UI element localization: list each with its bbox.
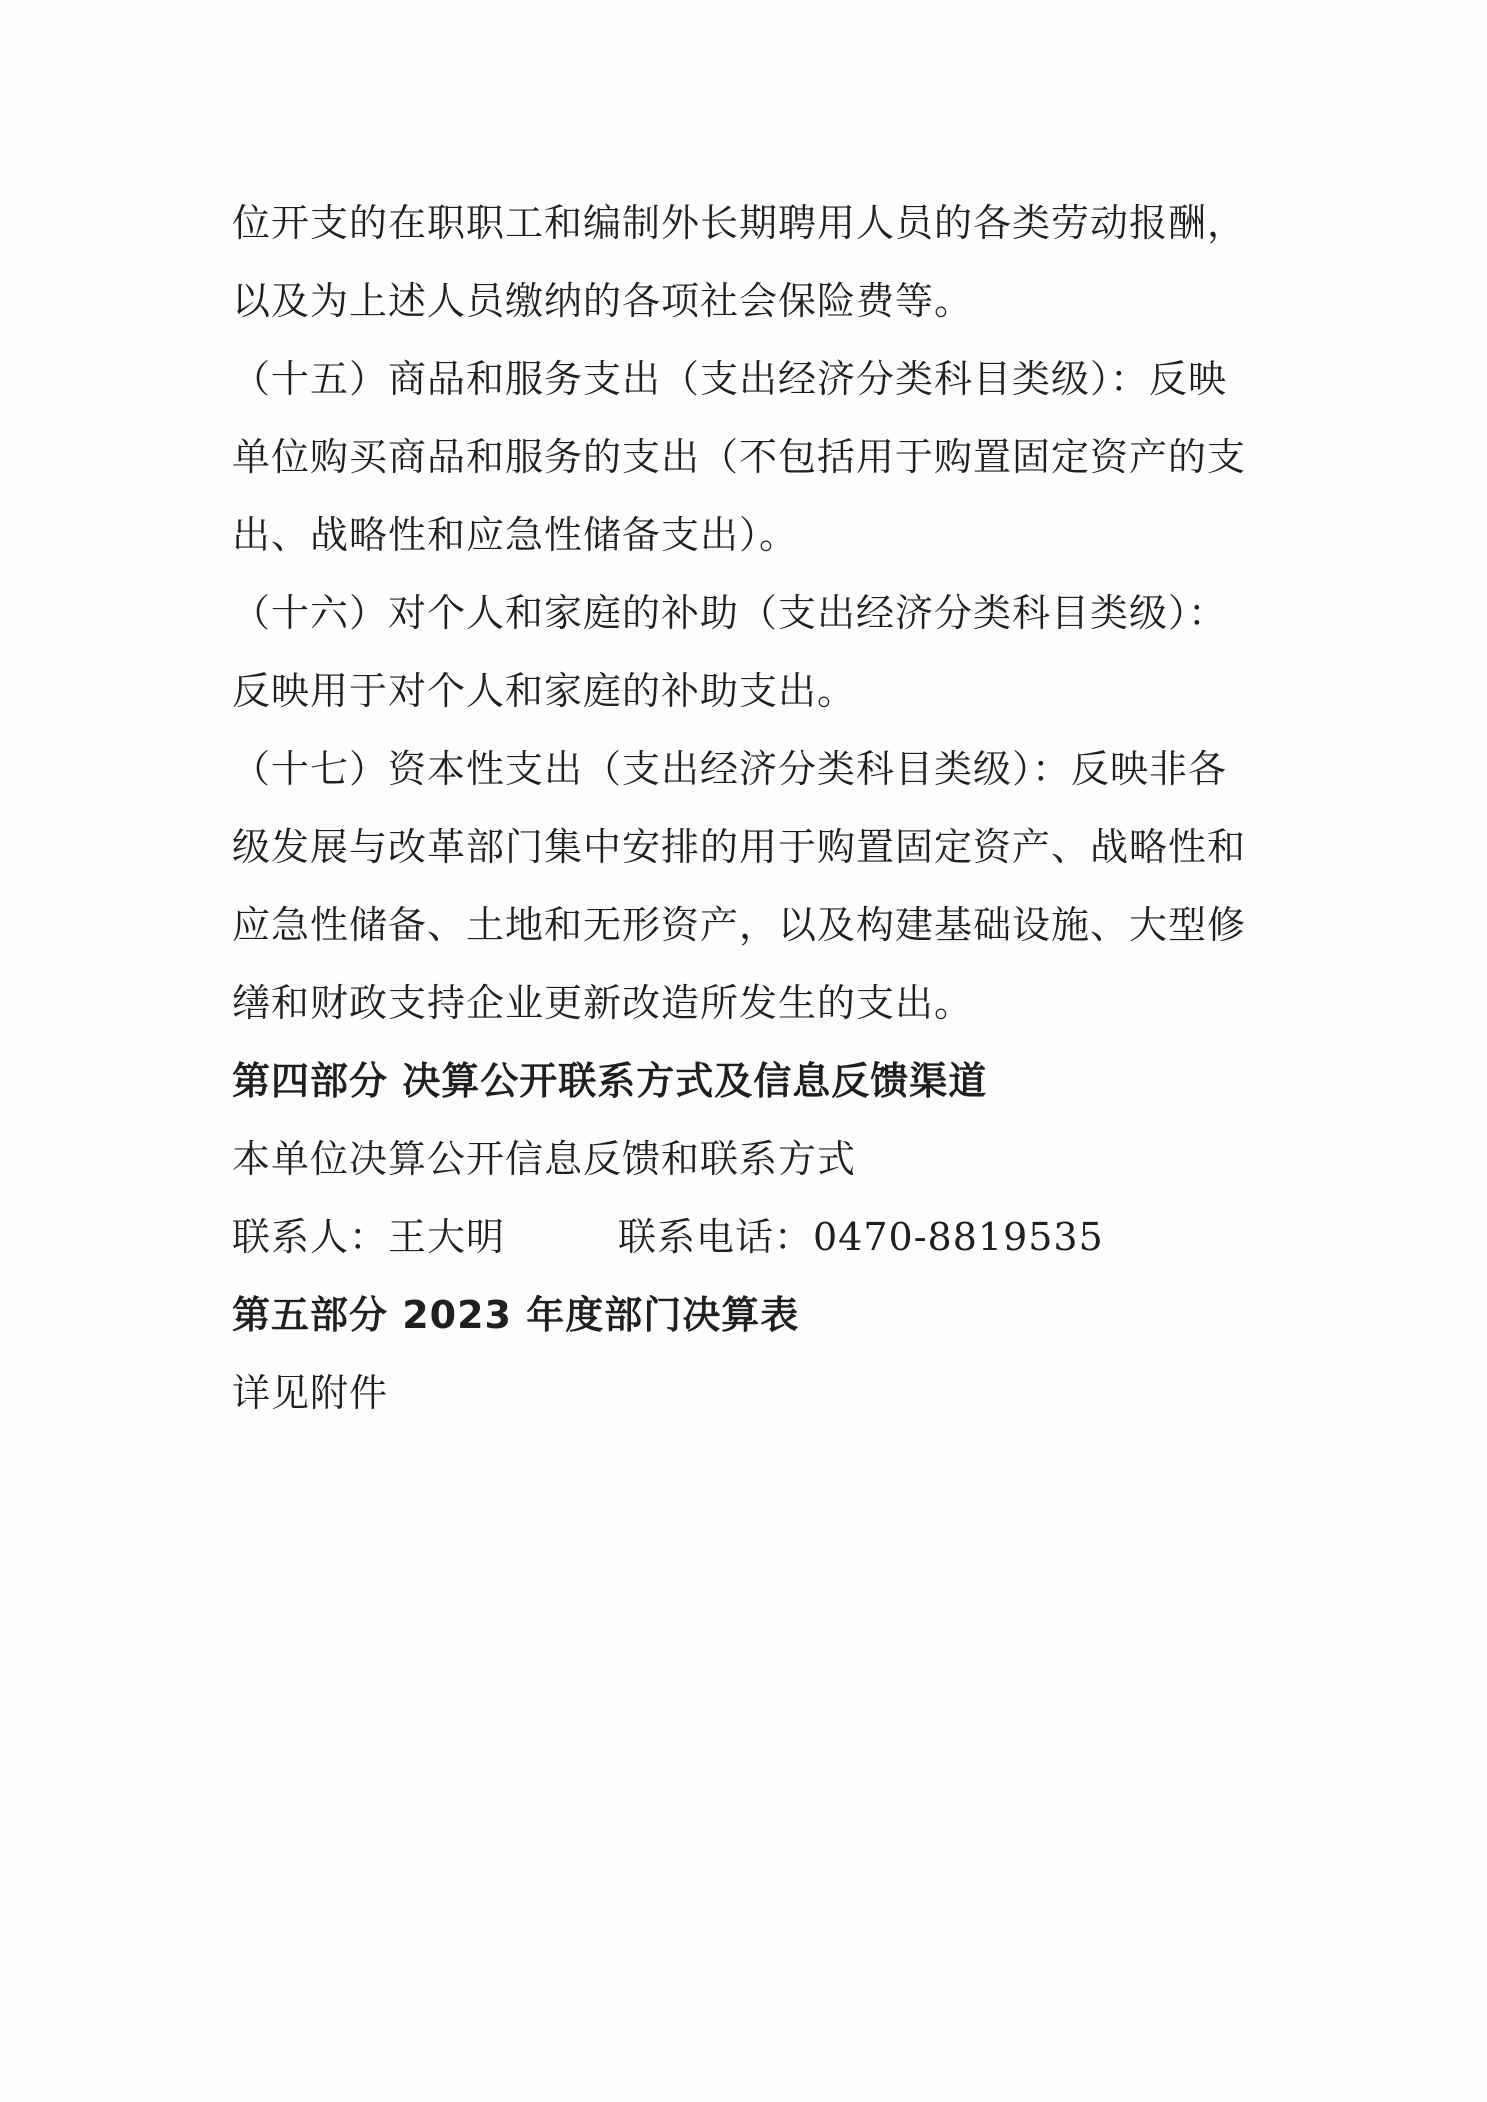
- item-17-line: 缮和财政支持企业更新改造所发生的支出。: [232, 981, 974, 1025]
- item-17-line: （十七）资本性支出（支出经济分类科目类级）：反映非各: [232, 747, 1228, 791]
- part-4-heading: 第四部分 决算公开联系方式及信息反馈渠道: [232, 1059, 988, 1103]
- item-17-line: 级发展与改革部门集中安排的用于购置固定资产、战略性和: [232, 825, 1247, 869]
- paragraph-line: 以及为上述人员缴纳的各项社会保险费等。: [232, 279, 974, 323]
- item-16-line: 反映用于对个人和家庭的补助支出。: [232, 669, 857, 713]
- paragraph-line: 位开支的在职职工和编制外长期聘用人员的各类劳动报酬，: [232, 201, 1247, 245]
- part-5-heading: 第五部分 2023 年度部门决算表: [232, 1293, 800, 1337]
- contact-phone: 联系电话：0470-8819535: [618, 1215, 1104, 1259]
- part-5-note: 详见附件: [232, 1371, 389, 1415]
- item-15-line: 出、战略性和应急性储备支出）。: [232, 513, 799, 557]
- contact-person: 联系人：王大明: [232, 1215, 506, 1259]
- item-16-line: （十六）对个人和家庭的补助（支出经济分类科目类级）：: [232, 591, 1228, 635]
- item-15-line: （十五）商品和服务支出（支出经济分类科目类级）：反映: [232, 357, 1228, 401]
- part-4-intro: 本单位决算公开信息反馈和联系方式: [232, 1137, 857, 1181]
- item-17-line: 应急性储备、土地和无形资产，以及构建基础设施、大型修: [232, 903, 1247, 947]
- item-15-line: 单位购买商品和服务的支出（不包括用于购置固定资产的支: [232, 435, 1247, 479]
